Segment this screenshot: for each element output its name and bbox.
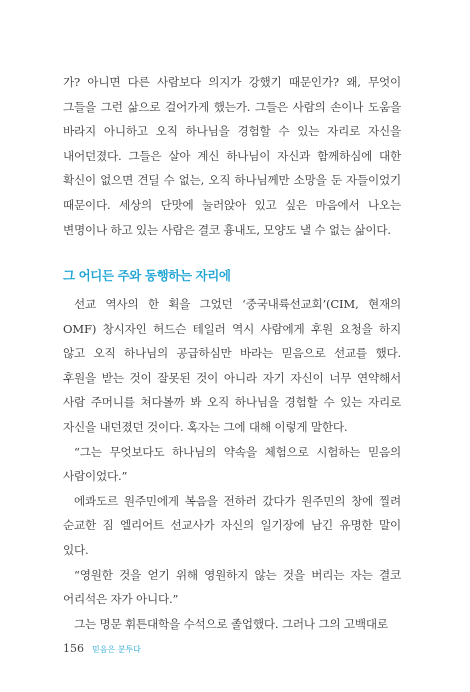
page-number: 156 [63,642,84,655]
running-book-title: 믿음은 분투다 [92,645,141,654]
page-footer [63,642,141,655]
body-paragraph: 가? 아니면 다른 사람보다 의지가 강했기 때문인가? 왜, 무엇이 그들을 그런 삶으로 걸어가게 했는가. 그들은 사람의 손이나 도움을 바라지 아니하고 오직 하나님을 경험할 수 있는 자리로 자신을 내어던졌다. 그들은 살아 계신 하나님이 자신과 함께하심에 대한 확신이 없으면 견딜 수 없는, 오직 하나님께만 소망을 둔 자들이었기 때문이다. 세상의 단맛에 눌러앉아 있고 싶은 마음에서 나오는 변명이나 하고 있는 사람은 결코 흉내도, 모양도 낼 수 없는 삶이다. [63,75,401,237]
section-paragraph: 선교 역사의 한 획을 그었던 ‘중국내륙선교회’(CIM, 현재의 OMF) 창시자인 허드슨 테일러 역시 사람에게 후원 요청을 하지 않고 오직 하나님의 공급하심만 바라는 믿음으로 선교를 했다. 후원을 받는 것이 잘못된 것이 아니라 자기 자신이 너무 연약해서 사람 주머니를 쳐다볼까 봐 오직 하나님을 경험할 수 있는 자리로 자신을 내던졌던 것이다. 혹자는 그에 대해 이렇게 말한다. [63,297,401,434]
continued-text-block [63,70,401,242]
quote-paragraph: “영원한 것을 얻기 위해 영원하지 않는 것을 버리는 자는 결코 어리석은 자가 아니다.” [63,567,401,607]
section-text-block [63,292,401,636]
section-paragraph: 그는 명문 휘튼대학을 수석으로 졸업했다. 그러나 그의 고백대로 [74,616,388,631]
section-heading: 그 어디든 주와 동행하는 자리에 [63,268,231,283]
section-paragraph: 에콰도르 원주민에게 복음을 전하러 갔다가 원주민의 창에 찔려 순교한 짐 엘리어트 선교사가 자신의 일기장에 남긴 유명한 말이 있다. [63,493,401,557]
quote-paragraph: “그는 무엇보다도 하나님의 약속을 체험으로 시험하는 믿음의 사람이었다.” [63,444,401,484]
